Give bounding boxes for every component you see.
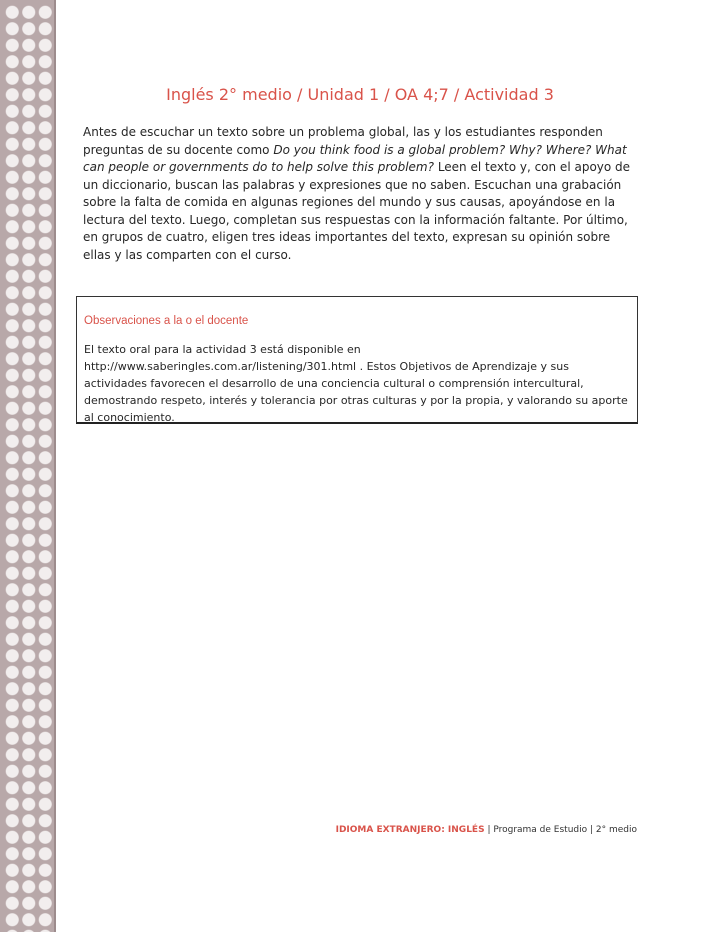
page-title: Inglés 2° medio / Unidad 1 / OA 4;7 / Actividad 3 — [166, 85, 554, 104]
activity-text-part2: Leen el texto y, con el apoyo de un diccionario, buscan las palabras y expresiones que no saben. Escuchan una grabación sobre la falta de comida en algunas regiones del mundo y sus causas, apoyándose en la lectura del texto. Luego, completan sus respuestas con la información faltante. Por último, en grupos de cuatro, eligen tres ideas importantes del texto, expresan su opinión sobre ellas y las comparten con el curso. — [83, 160, 631, 262]
activity-text-part1: Antes de escuchar un texto sobre un problema global, las y los estudiantes responden preguntas de su docente como — [83, 125, 603, 157]
dot-pattern — [4, 4, 54, 932]
activity-questions: Do you think food is a global problem? Why? Where? What can people or governments do to help solve this problem? — [83, 142, 627, 174]
decorative-side-band — [0, 0, 56, 932]
observations-box — [76, 296, 638, 424]
footer-subject: IDIOMA EXTRANJERO: INGLÉS — [335, 825, 485, 835]
footer-program: | Programa de Estudio | 2° medio — [484, 825, 637, 835]
observations-text: El texto oral para la actividad 3 está disponible en http://www.saberingles.com.ar/listening/301.html . Estos Objetivos de Aprendizaje y sus actividades favorecen el desarrollo de una conciencia cultural o comprensión intercultural, demostrando respeto, interés y tolerancia por otras culturas y por la propia, y valorando su aporte al conocimiento. — [84, 343, 628, 424]
page-footer — [336, 825, 637, 835]
observations-title: Observaciones a la o el docente — [84, 315, 249, 327]
activity-description — [83, 124, 638, 264]
side-band-edge — [54, 0, 56, 932]
